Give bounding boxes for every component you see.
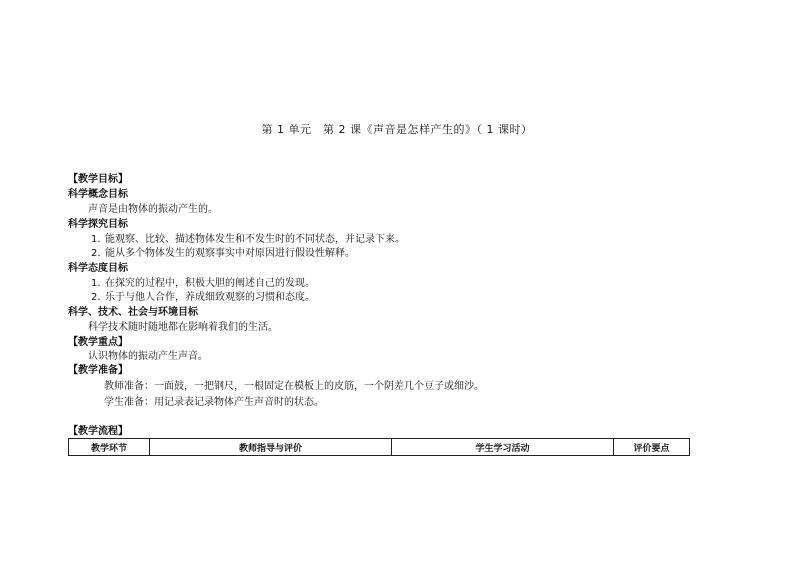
preparation-heading: 【教学准备】	[68, 365, 128, 376]
objectives-heading: 【教学目标】	[68, 174, 128, 185]
list-item	[91, 233, 405, 246]
stse-goal-heading: 科学、技术、社会与环境目标	[68, 307, 198, 318]
column-header: 教学环节	[69, 439, 150, 456]
table-header-row	[69, 439, 690, 456]
list-item-number: 2.	[91, 248, 101, 259]
list-item	[91, 277, 315, 290]
process-heading: 【教学流程】	[68, 426, 128, 437]
list-item-number: 2.	[91, 292, 101, 303]
column-header: 教师指导与评价	[150, 439, 392, 456]
list-item-text: 能从多个物体发生的观察事实中对原因进行假设性解释。	[105, 248, 355, 259]
attitude-goal-heading: 科学态度目标	[68, 263, 128, 274]
list-item-number: 1.	[91, 278, 101, 289]
concept-goal-text: 声音是由物体的振动产生的。	[88, 204, 218, 215]
inquiry-goal-heading: 科学探究目标	[68, 219, 128, 230]
list-item	[91, 247, 355, 260]
list-item-text: 能观察、比较、描述物体发生和不发生时的不同状态，并记录下来。	[105, 234, 405, 245]
concept-goal-heading: 科学概念目标	[68, 189, 128, 200]
list-item-text: 乐于与他人合作，养成细致观察的习惯和态度。	[105, 292, 315, 303]
stse-goal-text: 科学技术随时随地都在影响着我们的生活。	[88, 322, 278, 333]
list-item-text: 在探究的过程中，积极大胆的阐述自己的发现。	[105, 278, 315, 289]
list-item	[91, 291, 315, 304]
teacher-preparation-text: 教师准备：一面鼓，一把钢尺，一根固定在模板上的皮筋，一个阴差几个豆子或细沙。	[104, 381, 484, 392]
column-header: 评价要点	[614, 439, 690, 456]
list-item-number: 1.	[91, 234, 101, 245]
lesson-title: 第 1 单元 第 2 课《声音是怎样产生的》（ 1 课时）	[261, 123, 533, 136]
column-header: 学生学习活动	[392, 439, 614, 456]
key-point-heading: 【教学重点】	[68, 337, 128, 348]
student-preparation-text: 学生准备：用记录表记录物体产生声音时的状态。	[104, 397, 324, 408]
key-point-text: 认识物体的振动产生声音。	[88, 351, 208, 362]
process-table	[68, 438, 690, 456]
